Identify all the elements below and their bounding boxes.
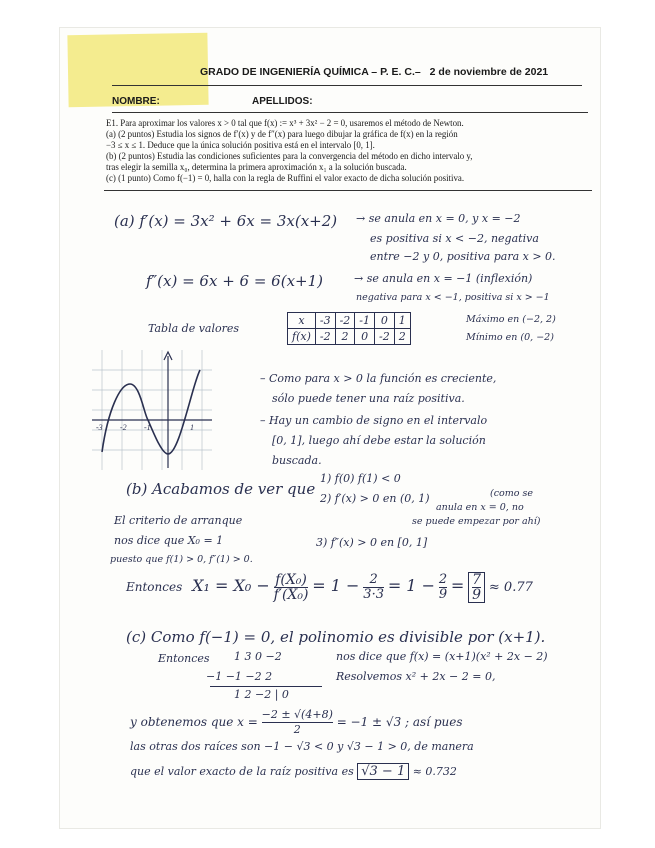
table-cell: -2 <box>375 329 395 345</box>
table-cell: 1 <box>394 313 410 329</box>
seed-line: nos dice que X₀ = 1 <box>114 534 224 547</box>
function-graph <box>92 350 212 470</box>
values-table <box>287 312 411 345</box>
graph-tick: -1 <box>144 423 151 432</box>
roots-fraction <box>262 708 333 737</box>
table-cell: -2 <box>335 313 355 329</box>
conclusion-line: sólo puede tener una raíz positiva. <box>272 392 465 405</box>
obtain-label: y obtenemos que x = <box>130 715 258 729</box>
derivative-note: → se anula en x = 0, y x = −2 <box>356 212 521 225</box>
conclusion-line: – Como para x > 0 la función es creciente, <box>260 372 497 385</box>
conclusion-line: [0, 1], luego ahí debe estar la solución <box>272 434 486 447</box>
maximum-note: Máximo en (−2, 2) <box>466 314 556 325</box>
final-approximation: ≈ 0.732 <box>412 765 457 778</box>
problem-line: E1. Para aproximar los valores x > 0 tal que f(x) := x³ + 3x² − 2 = 0, usaremos el método de Newton. <box>106 118 464 128</box>
exam-title: GRADO DE INGENIERÍA QUÍMICA – P. E. C.– <box>200 66 421 78</box>
fraction-denominator: f′(X₀) <box>273 587 309 603</box>
condition-3: 3) f″(x) > 0 en [0, 1] <box>316 536 428 549</box>
ruffini-coefficients: 1 3 0 −2 <box>234 650 282 663</box>
answer-box <box>468 572 485 603</box>
graph-tick: 1 <box>190 423 194 432</box>
seed-line: El criterio de arranque <box>114 514 243 527</box>
surname-label: APELLIDOS: <box>252 96 313 107</box>
x1-lhs: X₁ = X₀ − <box>192 576 270 595</box>
graph-tick: -2 <box>120 423 127 432</box>
header-rule <box>112 85 582 86</box>
table-cell: -2 <box>315 329 335 345</box>
fraction-numerator: 7 <box>472 572 482 588</box>
problem-line: (c) (1 punto) Como f(−1) = 0, halla con la regla de Ruffini el valor exacto de dicha solución positiva. <box>106 173 465 183</box>
derivative-note: entre −2 y 0, positiva para x > 0. <box>370 250 556 263</box>
step-fraction <box>363 573 384 602</box>
minimum-note: Mínimo en (0, −2) <box>466 332 554 343</box>
derivative-note: es positiva si x < −2, negativa <box>370 232 539 245</box>
roots-result: = −1 ± √3 ; así pues <box>336 715 463 729</box>
final-answer <box>130 764 457 779</box>
problem-line: (b) (2 puntos) Estudia las condiciones suficientes para la convergencia del método en dicho intervalo y, <box>106 151 473 161</box>
ruffini-row: 1 2 −2 | 0 <box>234 688 289 701</box>
graph-tick: -3 <box>96 423 103 432</box>
table-cell: 2 <box>394 329 410 345</box>
solve-quadratic: Resolvemos x² + 2x − 2 = 0, <box>336 670 496 683</box>
name-rule <box>112 112 588 113</box>
exam-date: 2 de noviembre de 2021 <box>429 66 549 78</box>
table-cell: 0 <box>355 329 375 345</box>
condition-2: 2) f′(x) > 0 en (0, 1) <box>320 492 430 505</box>
conclusion-line: buscada. <box>272 454 322 467</box>
graph-curve <box>102 370 200 454</box>
table-cell: -1 <box>355 313 375 329</box>
second-derivative-eq: f″(x) = 6x + 6 = 6(x+1) <box>146 272 323 290</box>
fraction-denominator: 2 <box>293 723 301 736</box>
statement-rule <box>104 190 592 191</box>
step-fraction <box>439 573 447 602</box>
equals: = 1 − <box>387 576 435 595</box>
other-roots: las otras dos raíces son −1 − √3 < 0 y √3 − 1 > 0, de manera <box>130 740 474 753</box>
part-c-intro: (c) Como f(−1) = 0, el polinomio es divisible por (x+1). <box>126 628 546 646</box>
final-answer-box: √3 − 1 <box>357 763 409 780</box>
condition-2-note: se puede empezar por ahí) <box>412 516 541 527</box>
problem-line: −3 ≤ x ≤ 1. Deduce que la única solución positiva está en el intervalo [0, 1]. <box>106 140 375 150</box>
graph-grid <box>92 350 212 470</box>
second-derivative-note: → se anula en x = −1 (inflexión) <box>354 272 533 285</box>
fraction-numerator: 2 <box>438 572 448 587</box>
fraction-denominator: 3·3 <box>363 587 384 602</box>
factorization: nos dice que f(x) = (x+1)(x² + 2x − 2) <box>336 650 548 663</box>
fraction-denominator: 9 <box>472 587 482 603</box>
seed-line: puesto que f(1) > 0, f″(1) > 0. <box>110 554 253 565</box>
part-b-intro: (b) Acabamos de ver que <box>126 480 316 498</box>
condition-2-note: (como se <box>490 488 533 499</box>
equals: = 1 − <box>312 576 360 595</box>
table-header-fx: f(x) <box>288 329 316 345</box>
table-cell: -3 <box>315 313 335 329</box>
then-label: Entonces <box>158 652 210 665</box>
condition-1: 1) f(0) f(1) < 0 <box>320 472 401 485</box>
approximation: ≈ 0.77 <box>488 580 533 595</box>
table-label: Tabla de valores <box>148 322 240 335</box>
newton-fraction <box>274 573 309 602</box>
fraction-denominator: 9 <box>438 587 448 602</box>
second-derivative-note: negativa para x < −1, positiva si x > −1 <box>356 292 550 303</box>
conclusion-line: – Hay un cambio de signo en el intervalo <box>260 414 488 427</box>
problem-line: (a) (2 puntos) Estudia los signos de f′(x) y de f″(x) para luego dibujar la gráfica de f(x) en la región <box>106 129 458 139</box>
ruffini-row: −1 −1 −2 2 <box>206 670 273 683</box>
ruffini-rule <box>210 686 322 687</box>
table-header-x: x <box>288 313 316 329</box>
fraction-numerator: −2 ± √(4+8) <box>261 708 333 721</box>
condition-2-note: anula en x = 0, no <box>436 502 524 513</box>
newton-step <box>126 572 533 603</box>
quadratic-roots <box>130 708 463 737</box>
problem-statement <box>106 118 586 184</box>
problem-line: tras elegir la semilla x₀, determina la primera aproximación x₁ a la solución buscada. <box>106 162 407 172</box>
fraction-numerator: 2 <box>363 573 384 588</box>
then-label: Entonces <box>126 580 183 594</box>
table-cell: 0 <box>375 313 395 329</box>
exam-header <box>200 66 548 78</box>
equals: = <box>450 576 465 595</box>
final-text: que el valor exacto de la raíz positiva es <box>130 765 354 778</box>
name-label: NOMBRE: <box>112 96 160 107</box>
fraction-numerator: f(X₀) <box>275 572 307 588</box>
table-cell: 2 <box>335 329 355 345</box>
derivative-eq: (a) f′(x) = 3x² + 6x = 3x(x+2) <box>114 212 338 230</box>
